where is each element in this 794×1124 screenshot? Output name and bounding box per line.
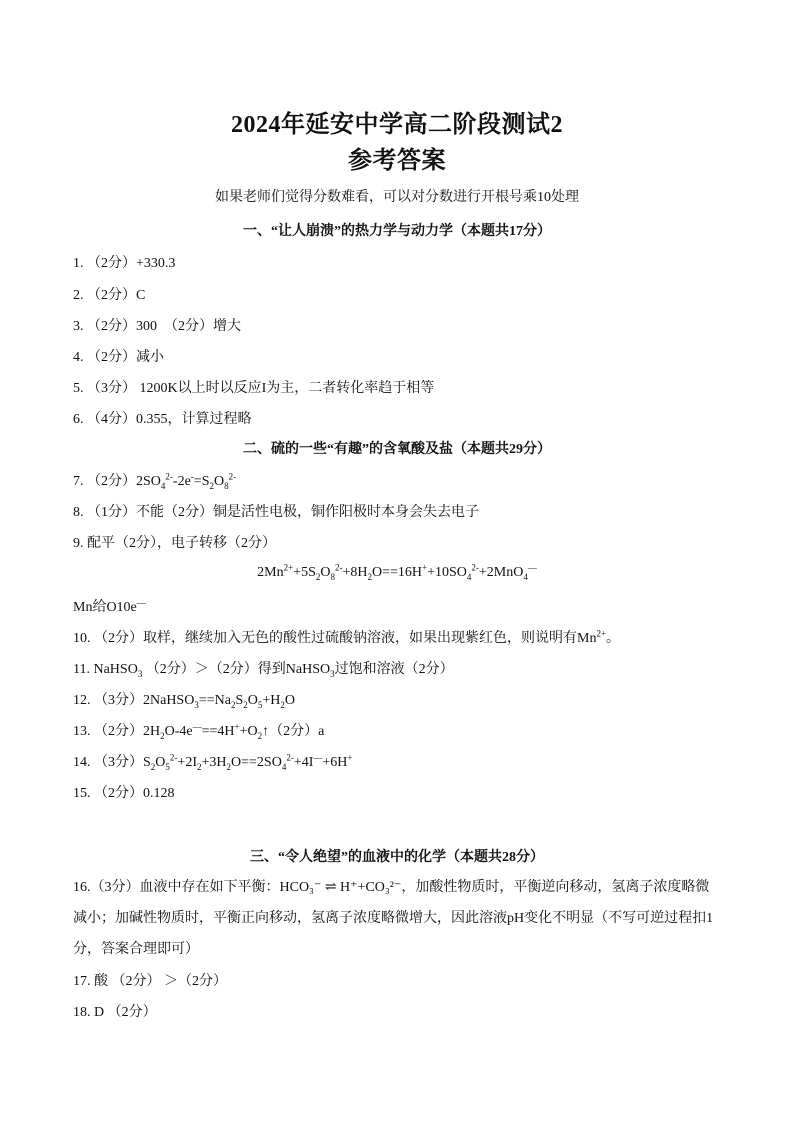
answer-16: 16.（3分）血液中存在如下平衡：HCO₃⁻ ⇌ H⁺+CO₃²⁻，加酸性物质时，平衡逆向移动，氢离子浓度略微减小；加碱性物质时，平衡正向移动，氢离子浓度略微增大，因此溶液pH变化不明显（不写可逆过程扣1分，答案合理即可）	[73, 880, 714, 957]
answer-9-mn-text: Mn给O10e	[73, 600, 137, 615]
answer-13-end: （2分）a	[269, 724, 325, 739]
answer-11-prefix: 11. NaHSO	[73, 662, 138, 677]
page-title: 2024年延安中学高二阶段测试2	[231, 112, 563, 138]
page-subtitle: 参考答案	[348, 148, 446, 174]
answer-13: 13. （2分）$2H_2O-4e^—==4H^++O_2↑(2$分）a	[73, 721, 325, 741]
answer-10-text: 10. （2分）取样，继续加入无色的酸性过硫酸钠溶液，如果出现紫红色，则说明有Mn	[73, 631, 597, 646]
section-2-heading: 二、硫的一些“有趣”的含氧酸及盐（本题共29分）	[243, 442, 551, 457]
answer-11-end: 过饱和溶液（2分）	[334, 662, 454, 677]
answer-5: 5. （3分） 1200K以上时以反应I为主，二者转化率趋于相等	[73, 381, 435, 396]
answer-18: 18. D （2分）	[73, 1005, 157, 1020]
answer-14-prefix: 14. （3分）S	[73, 755, 151, 770]
answer-10: 10. （2分）取样，继续加入无色的酸性过硫酸钠溶液，如果出现紫红色，则说明有$Mn^{2+}$。	[73, 628, 621, 646]
answer-9-equation-prefix: 2Mn	[257, 565, 284, 580]
answer-3: 3. （2分）300 （2分）增大	[73, 319, 241, 334]
answer-15: 15. （2分）0.128	[73, 786, 175, 801]
grading-note: 如果老师们觉得分数难看，可以对分数进行开根号乘10处理	[215, 190, 579, 205]
answer-12: 12. （3分）$2NaHSO_3==Na_2S_2O_5+H_2O$	[73, 693, 296, 710]
answer-2: 2. （2分）C	[73, 288, 146, 303]
answer-9-electron-transfer: Mn给O10e—	[73, 597, 146, 615]
answer-11-mid: （2分）＞（2分）得到NaHSO	[145, 662, 331, 677]
answer-9-equation: $2Mn^{2+}+5S_2O_8^{2-}+8H_2O==16H^++10SO_4^{2-}+2MnO_4^—$	[257, 562, 537, 582]
answer-4: 4. （2分）减小	[73, 350, 164, 365]
answer-7: 7. （2分）$2SO_4^{2-}-2e^-=S_2O_8^{2-}$	[73, 471, 237, 491]
answer-14: 14. （3分）$S_2O_5^{2-}+2I_2+3H_2O==2SO_4^{2-}+4I^—+6H^+$	[73, 752, 353, 772]
answer-7-prefix: 7. （2分）2SO	[73, 474, 161, 489]
answer-1: 1. （2分）+330.3	[73, 256, 176, 271]
answer-13-prefix: 13. （2分）2H	[73, 724, 161, 739]
answer-6: 6. （4分）0.355，计算过程略	[73, 412, 252, 427]
answer-8: 8. （1分）不能（2分）铜是活性电极，铜作阳极时本身会失去电子	[73, 505, 479, 520]
answer-12-prefix: 12. （3分）2NaHSO	[73, 693, 195, 708]
section-1-heading: 一、“让人崩溃”的热力学与动力学（本题共17分）	[243, 224, 551, 239]
section-3-heading: 三、“令人绝望”的血液中的化学（本题共28分）	[250, 850, 544, 865]
answer-9: 9. 配平（2分），电子转移（2分）	[73, 536, 276, 551]
answer-11: 11. NaHSO$_3$ （2分）＞（2分）得到NaHSO$_3$过饱和溶液（2分）	[73, 662, 454, 679]
answer-17: 17. 酸 （2分） ＞（2分）	[73, 974, 227, 989]
